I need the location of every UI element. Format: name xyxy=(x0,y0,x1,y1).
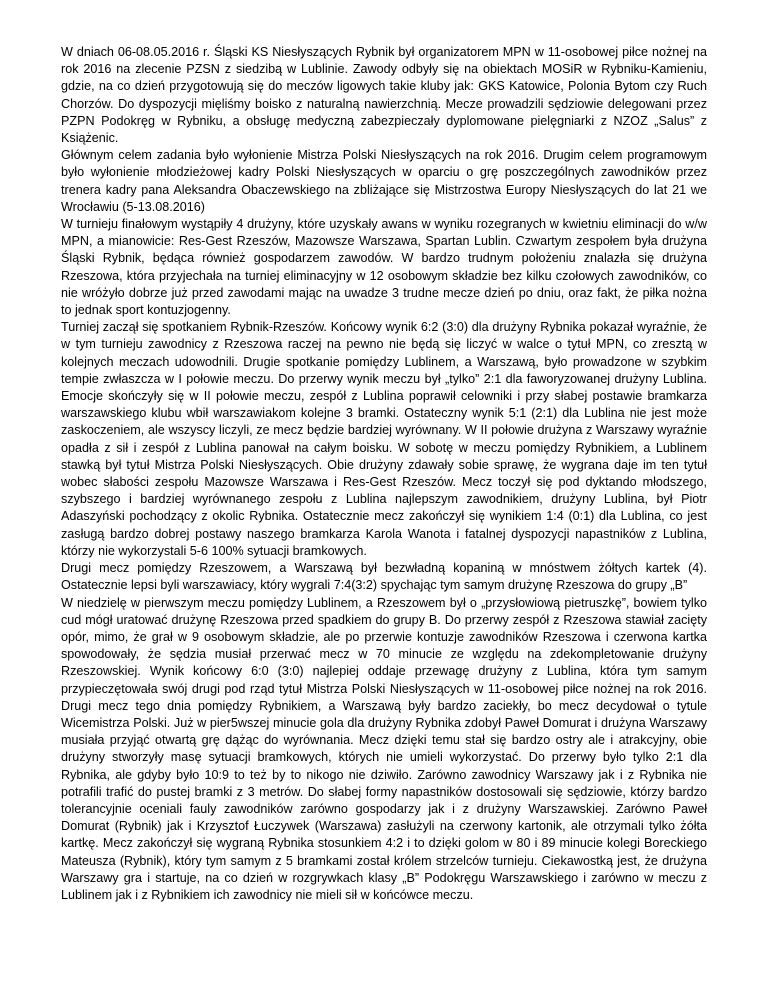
paragraph-second-match: Drugi mecz pomiędzy Rzeszowem, a Warszawą był bezwładną kopaniną w mnóstwem żółtych kartek (4). Ostatecznie lepsi byli warszawiacy, który wygrali 7:4(3:2) spychając tym samym drużynę Rzeszowa do grupy „B” xyxy=(61,561,707,593)
paragraph-goal: Głównym celem zadania było wyłonienie Mistrza Polski Niesłyszących na rok 2016. Drugim celem programowym było wyłonienie młodzieżowej kadry Polski Niesłyszących w oparciu o grę poszczególnych zawodników przez trenera kadry pana Aleksandra Obaczewskiego na zbliżające się Mistrzostwa Europy Niesłyszących do lat 21 we Wrocławiu (5-13.08.2016) xyxy=(61,148,707,214)
paragraph-intro: W dniach 06-08.05.2016 r. Śląski KS Niesłyszących Rybnik był organizatorem MPN w 11-osobowej piłce nożnej na rok 2016 na zlecenie PZSN z siedzibą w Lublinie. Zawody odbyły się na obiektach MOSiR w Rybniku-Kamieniu, gdzie, na co dzień przygotowują się do meczów ligowych takie kluby jak: GKS Katowice, Polonia Bytom czy Ruch Chorzów. Do dyspozycji mięliśmy boisko z naturalną nawierzchnią. Mecze prowadzili sędziowie delegowani przez PZPN Podokręg w Rybniku, a obsługę medyczną zabezpieczały dyplomowane pielęgniarki z NZOZ „Salus” z Książenic. xyxy=(61,45,707,146)
article-body xyxy=(61,44,707,904)
paragraph-teams: W turnieju finałowym wystąpiły 4 drużyny, które uzyskały awans w wyniku rozegranych w kwietniu eliminacji do w/w MPN, a mianowicie: Res-Gest Rzeszów, Mazowsze Warszawa, Spartan Lublin. Czwartym zespołem była drużyna Śląski Rybnik, będąca również gospodarzem zawodów. W bardzo trudnym położeniu znalazła się drużyna Rzeszowa, która przyjechała na turniej eliminacyjny w 12 osobowym składzie bez kilku czołowych zawodników, co nie wróżyło dobrze już przed zawodami mając na uwadze 3 trudne mecze dzień po dniu, oraz fakt, że piłka nożna to jednak sport kontuzjogenny. xyxy=(61,217,707,318)
paragraph-sunday-matches: W niedzielę w pierwszym meczu pomiędzy Lublinem, a Rzeszowem był o „przysłowiową pietruszkę”, bowiem tylko cud mógł uratować drużynę Rzeszowa przed spadkiem do grupy B. Do przerwy zespół z Rzeszowa stawiał zacięty opór, mimo, że grał w 9 osobowym składzie, ale po przerwie kontuzje zawodników Rzeszowa i czerwona kartka spowodowały, że sędzia musiał przerwać mecz w 70 minucie ze względu na zdekompletowanie drużyny Rzeszowskiej. Wynik końcowy 6:0 (3:0) najlepiej oddaje przewagę drużyny z Lublina, która tym samym przypieczętowała swój drugi pod rząd tytuł Mistrza Polski Niesłyszących w 11-osobowej piłce nożnej na rok 2016. Drugi mecz tego dnia pomiędzy Rybnikiem, a Warszawą były bardzo zaciekły, bo mecz decydował o tytule Wicemistrza Polski. Już w pier5wszej minucie gola dla drużyny Rybnika zdobył Paweł Domurat i drużyna Warszawy musiała przyjąć otwartą grę dążąc do wyrównania. Mecz dzięki temu stał się bardzo ostry ale i atrakcyjny, obie drużyny stworzyły masę sytuacji bramkowych, których nie umieli wykorzystać. Do przerwy było tylko 2:1 dla Rybnika, ale gdyby było 10:9 to też by to nikogo nie dziwiło. Zarówno zawodnicy Warszawy jak i z Rybnika nie potrafili trafić do pustej bramki z 3 metrów. Do słabej formy napastników dostosowali się sędziowie, którzy bardzo tolerancyjnie oceniali fauly zawodników zarówno gospodarzy jak i z drużyny Warszawskiej. Zarówno Paweł Domurat (Rybnik) jak i Krzysztof Łuczywek (Warszawa) zasłużyli na czerwony kartonik, ale otrzymali tylko żółta kartkę. Mecz zakończył się wygraną Rybnika stosunkiem 4:2 i to dzięki golom w 80 i 89 minucie kolegi Boreckiego Mateusza (Rybnik), który tym samym z 5 bramkami został królem strzelców turnieju. Ciekawostką jest, że drużyna Warszawy gra i startuje, na co dzień w rozgrywkach klasy „B” Podokręgu Warszawskiego i zarówno w meczu z Lublinem jak i z Rybnikiem ich zawodnicy nie mieli sił w końcówce meczu. xyxy=(61,595,707,902)
paragraph-first-matches: Turniej zaczął się spotkaniem Rybnik-Rzeszów. Końcowy wynik 6:2 (3:0) dla drużyny Rybnika pokazał wyraźnie, że w tym turnieju zawodnicy z Rzeszowa raczej na pewno nie będą się liczyć w walce o tytuł MPN, co zresztą w kolejnych meczach udowodnili. Drugie spotkanie pomiędzy Lublinem, a Warszawą, było prowadzone w szybkim tempie zwłaszcza w I połowie meczu. Do przerwy wynik meczu był „tylko” 2:1 dla faworyzowanej drużyny Lublina. Emocje skończyły się w II połowie meczu, zespół z Lublina poprawił celowniki i przy słabej postawie bramkarza warszawskiego klubu wbił warszawiakom kolejne 3 bramki. Ostateczny wynik 5:1 (2:1) dla Lublina nie jest może zaskoczeniem, ale wszyscy liczyli, ze mecz będzie bardziej wyrównany. W II połowie drużyna z Warszawy wyraźnie opadła z sił i zespół z Lublina panował na całym boisku. W sobotę w meczu pomiędzy Rybnikiem, a Lublinem stawką był tytuł Mistrza Polski Niesłyszących. Obie drużyny zdawały sobie sprawę, że wygrana daje im ten tytuł wobec słabości zespołu Mazowsze Warszawa i Res-Gest Rzeszów. Mecz toczył się pod dyktando młodszego, szybszego i bardziej wyrównanego zespołu z Lublina najlepszym zawodnikiem, drużyny Lublina, był Piotr Adaszyński pochodzący z okolic Rybnika. Ostatecznie mecz zakończył się wynikiem 1:4 (0:1) dla Lublina, co jest zasługą bardzo dobrej postawy naszego bramkarza Karola Wanota i fatalnej dyspozycji napastników z Lublina, którzy nie wykorzystali 5-6 100% sytuacji bramkowych. xyxy=(61,320,707,558)
